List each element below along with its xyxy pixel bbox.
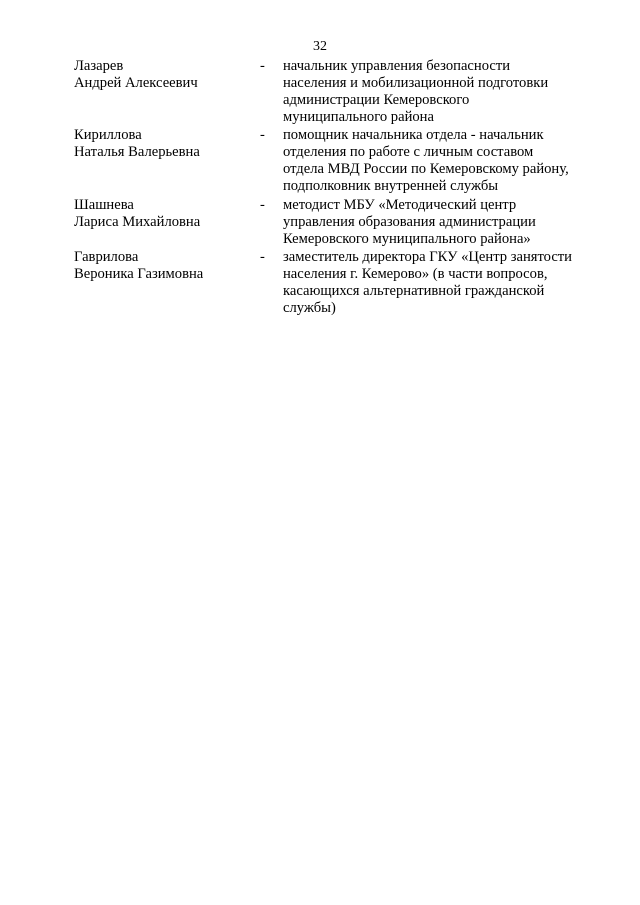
member-name (74, 197, 254, 231)
member-role (283, 58, 583, 126)
member-name (74, 58, 254, 92)
role-line: касающихся альтернативной гражданской (283, 283, 545, 299)
member-name (74, 249, 254, 283)
separator-dash: - (260, 197, 265, 213)
role-line: заместитель директора ГКУ «Центр занятости (283, 249, 572, 265)
separator-dash: - (260, 249, 265, 265)
role-line: Кемеровского муниципального района» (283, 231, 531, 247)
member-given-names: Лариса Михайловна (74, 214, 201, 230)
page-number: 32 (313, 39, 327, 54)
member-role (283, 249, 583, 317)
role-line: управления образования администрации (283, 214, 536, 230)
role-line: службы) (283, 300, 336, 316)
role-line: муниципального района (283, 109, 434, 125)
member-role (283, 197, 583, 248)
member-surname: Кириллова (74, 127, 142, 143)
member-given-names: Наталья Валерьевна (74, 144, 200, 160)
member-surname: Лазарев (74, 58, 124, 74)
separator-dash: - (260, 58, 265, 74)
role-line: начальник управления безопасности (283, 58, 511, 74)
role-line: помощник начальника отдела - начальник (283, 127, 544, 143)
member-role (283, 127, 583, 195)
member-surname: Гаврилова (74, 249, 139, 265)
role-line: методист МБУ «Методический центр (283, 197, 517, 213)
member-name (74, 127, 254, 161)
role-line: населения и мобилизационной подготовки (283, 75, 549, 91)
member-surname: Шашнева (74, 197, 134, 213)
role-line: отделения по работе с личным составом (283, 144, 534, 160)
member-given-names: Вероника Газимовна (74, 266, 204, 282)
role-line: подполковник внутренней службы (283, 178, 499, 194)
separator-dash: - (260, 127, 265, 143)
role-line: населения г. Кемерово» (в части вопросов, (283, 266, 548, 282)
role-line: администрации Кемеровского (283, 92, 470, 108)
member-given-names: Андрей Алексеевич (74, 75, 198, 91)
role-line: отдела МВД России по Кемеровскому району, (283, 161, 569, 177)
